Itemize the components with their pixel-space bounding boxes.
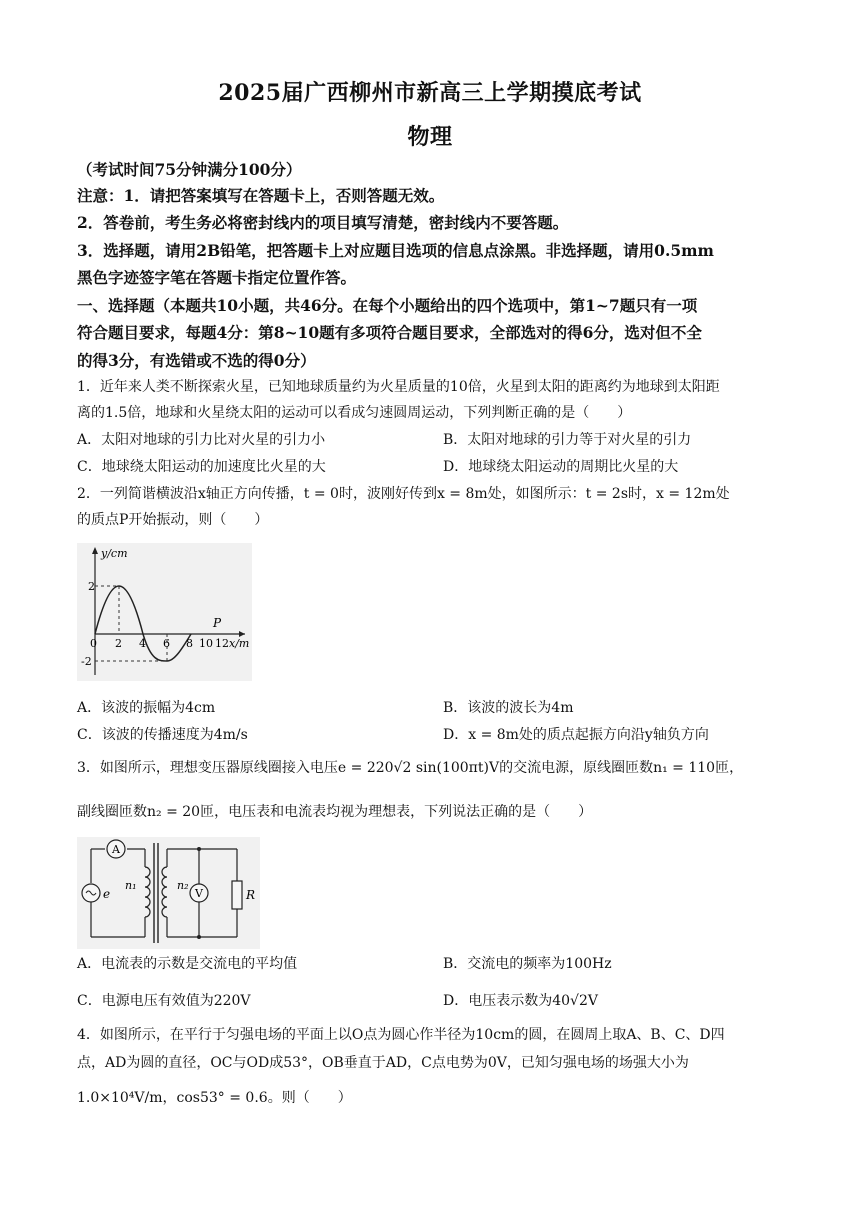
x-tick-8: 8 [186,637,193,650]
source-label: e [103,887,111,901]
q3-stem-2: 副线圈匝数n₂ = 20匝，电压表和电流表均视为理想表，下列说法正确的是（ ） [77,804,593,820]
q3-stem-1: 3．如图所示，理想变压器原线圈接入电压e = 220√2 sin(100πt)V的交流电源，原线圈匝数n₁ = 110匝， [77,760,744,776]
note-2: 2．答卷前，考生务必将密封线内的项目填写清楚，密封线内不要答题。 [77,213,569,232]
q4-stem-1: 4．如图所示，在平行于匀强电场的平面上以O点为圆心作半径为10cm的圆，在圆周上取A、B、C、D四 [77,1027,725,1043]
ammeter-label: A [112,843,120,856]
q3-option-d: D．电压表示数为40√2V [443,993,598,1009]
q3-option-c: C．电源电压有效值为220V [77,993,251,1009]
y-axis-label: y/cm [101,547,128,560]
subject-title: 物理 [407,124,453,150]
x-tick-4: 4 [139,637,146,650]
q1-stem-2: 离的1.5倍，地球和火星绕太阳的运动可以看成匀速圆周运动，下列判断正确的是（ ） [77,405,632,421]
q3-option-a: A．电流表的示数是交流电的平均值 [77,956,298,972]
note-3a: 3．选择题，请用2B铅笔，把答题卡上对应题目选项的信息点涂黑。非选择题，请用0.5mm [77,241,714,260]
exam-title: 2025届广西柳州市新高三上学期摸底考试 [218,80,642,106]
primary-coil [145,867,150,917]
section-1-line-2: 符合题目要求，每题4分：第8~10题有多项符合题目要求，全部选对的得6分，选对但不全 [77,323,702,342]
secondary-coil [162,867,167,917]
q4-stem-3: 1.0×10⁴V/m，cos53° = 0.6。则（ ） [77,1090,352,1106]
voltmeter-label: V [195,887,203,900]
y-tick-2: 2 [88,580,95,593]
x-tick-2: 2 [115,637,122,650]
section-1-line-3: 的得3分，有选错或不选的得0分） [77,351,316,370]
q2-option-d: D．x = 8m处的质点起振方向沿y轴负方向 [443,727,709,743]
origin-label: 0 [90,637,97,650]
resistor-label: R [246,888,256,902]
q2-option-b: B．该波的波长为4m [443,700,574,716]
q1-stem-1: 1．近年来人类不断探索火星，已知地球质量约为火星质量的10倍，火星到太阳的距离约为地球到太阳距 [77,379,720,395]
q1-option-b: B．太阳对地球的引力等于对火星的引力 [443,432,692,448]
note-3b: 黑色字迹签字笔在答题卡指定位置作答。 [77,268,357,287]
resistor-symbol [232,881,242,909]
exam-time: （考试时间75分钟满分100分） [77,160,302,179]
q1-option-a: A．太阳对地球的引力比对火星的引力小 [77,432,326,448]
q4-stem-2: 点，AD为圆的直径，OC与OD成53°，OB垂直于AD，C点电势为0V，已知匀强电场的场强大小为 [77,1055,689,1071]
point-p-label: P [213,616,222,630]
q2-option-c: C．该波的传播速度为4m/s [77,727,248,743]
q1-option-c: C．地球绕太阳运动的加速度比火星的大 [77,459,326,475]
transformer-circuit [77,837,260,949]
q3-option-b: B．交流电的频率为100Hz [443,956,612,972]
x-axis-label: x/m [229,637,250,650]
q2-stem-2: 的质点P开始振动，则（ ） [77,512,269,528]
y-axis-arrow [92,547,98,554]
section-1-line-1: 一、选择题（本题共10小题，共46分。在每个小题给出的四个选项中，第1~7题只有一项 [77,296,698,315]
n2-label: n₂ [177,879,189,892]
q1-option-d: D．地球绕太阳运动的周期比火星的大 [443,459,679,475]
x-tick-10: 10 [199,637,213,650]
wave-graph-svg [77,543,252,681]
y-tick-neg2: -2 [81,655,92,668]
q2-stem-1: 2．一列简谐横波沿x轴正方向传播，t = 0时，波刚好传到x = 8m处，如图所示：t = 2s时，x = 12m处 [77,486,730,502]
n1-label: n₁ [125,879,137,892]
x-tick-6: 6 [163,637,170,650]
transformer-circuit-svg [77,837,260,949]
x-tick-12: 12 [215,637,229,650]
q2-option-a: A．该波的振幅为4cm [77,700,216,716]
note-1: 注意：1．请把答案填写在答题卡上，否则答题无效。 [77,186,445,205]
wave-graph [77,543,252,681]
